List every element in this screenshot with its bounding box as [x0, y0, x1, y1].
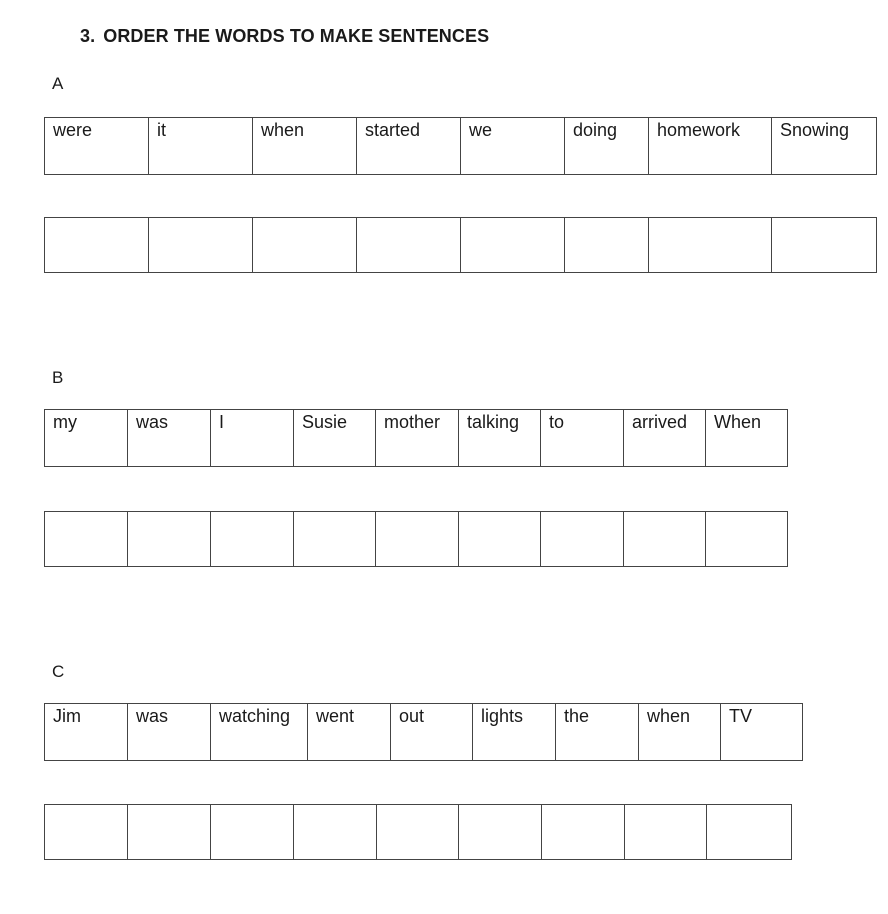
- word-cell: was: [128, 704, 211, 761]
- answer-blank[interactable]: [253, 218, 357, 273]
- answer-blank[interactable]: [376, 512, 459, 567]
- word-cell: homework: [649, 118, 772, 175]
- word-cell: Susie: [294, 410, 376, 467]
- answer-blank[interactable]: [541, 512, 624, 567]
- answer-blank[interactable]: [211, 805, 294, 860]
- word-cell: I: [211, 410, 294, 467]
- exercise-instruction: ORDER THE WORDS TO MAKE SENTENCES: [103, 26, 490, 46]
- answer-blank[interactable]: [649, 218, 772, 273]
- word-cell: talking: [459, 410, 541, 467]
- word-cell: mother: [376, 410, 459, 467]
- word-cell: were: [45, 118, 149, 175]
- answer-blank[interactable]: [624, 512, 706, 567]
- word-cell: my: [45, 410, 128, 467]
- word-table-c: [44, 703, 803, 761]
- section-label-a: A: [52, 74, 64, 93]
- answer-blank[interactable]: [294, 512, 376, 567]
- answer-blank[interactable]: [459, 805, 542, 860]
- word-cell: doing: [565, 118, 649, 175]
- section-label-c: C: [52, 662, 65, 681]
- answer-blank[interactable]: [45, 512, 128, 567]
- word-cell: When: [706, 410, 788, 467]
- answer-table-b: [44, 511, 788, 567]
- word-cell: the: [556, 704, 639, 761]
- answer-blank[interactable]: [128, 512, 211, 567]
- answer-blank[interactable]: [211, 512, 294, 567]
- word-cell: Jim: [45, 704, 128, 761]
- word-cell: Snowing: [772, 118, 877, 175]
- answer-blank[interactable]: [565, 218, 649, 273]
- word-cell: out: [391, 704, 473, 761]
- word-cell: was: [128, 410, 211, 467]
- word-cell: it: [149, 118, 253, 175]
- answer-blank[interactable]: [461, 218, 565, 273]
- answer-blank[interactable]: [772, 218, 877, 273]
- exercise-number: 3.: [80, 26, 96, 46]
- answer-blank[interactable]: [45, 218, 149, 273]
- exercise-title: [80, 26, 489, 47]
- word-table-b: [44, 409, 788, 467]
- word-cell: we: [461, 118, 565, 175]
- word-cell: started: [357, 118, 461, 175]
- answer-blank[interactable]: [128, 805, 211, 860]
- word-cell: when: [253, 118, 357, 175]
- word-cell: TV: [721, 704, 803, 761]
- answer-table-c: [44, 804, 792, 860]
- answer-blank[interactable]: [294, 805, 377, 860]
- answer-blank[interactable]: [357, 218, 461, 273]
- word-cell: to: [541, 410, 624, 467]
- answer-blank[interactable]: [377, 805, 459, 860]
- answer-blank[interactable]: [459, 512, 541, 567]
- word-cell: watching: [211, 704, 308, 761]
- answer-blank[interactable]: [149, 218, 253, 273]
- answer-blank[interactable]: [542, 805, 625, 860]
- word-cell: went: [308, 704, 391, 761]
- word-cell: when: [639, 704, 721, 761]
- answer-blank[interactable]: [45, 805, 128, 860]
- section-label-b: B: [52, 368, 64, 387]
- word-table-a: [44, 117, 877, 175]
- answer-table-a: [44, 217, 877, 273]
- answer-blank[interactable]: [706, 512, 788, 567]
- word-cell: arrived: [624, 410, 706, 467]
- answer-blank[interactable]: [707, 805, 792, 860]
- word-cell: lights: [473, 704, 556, 761]
- answer-blank[interactable]: [625, 805, 707, 860]
